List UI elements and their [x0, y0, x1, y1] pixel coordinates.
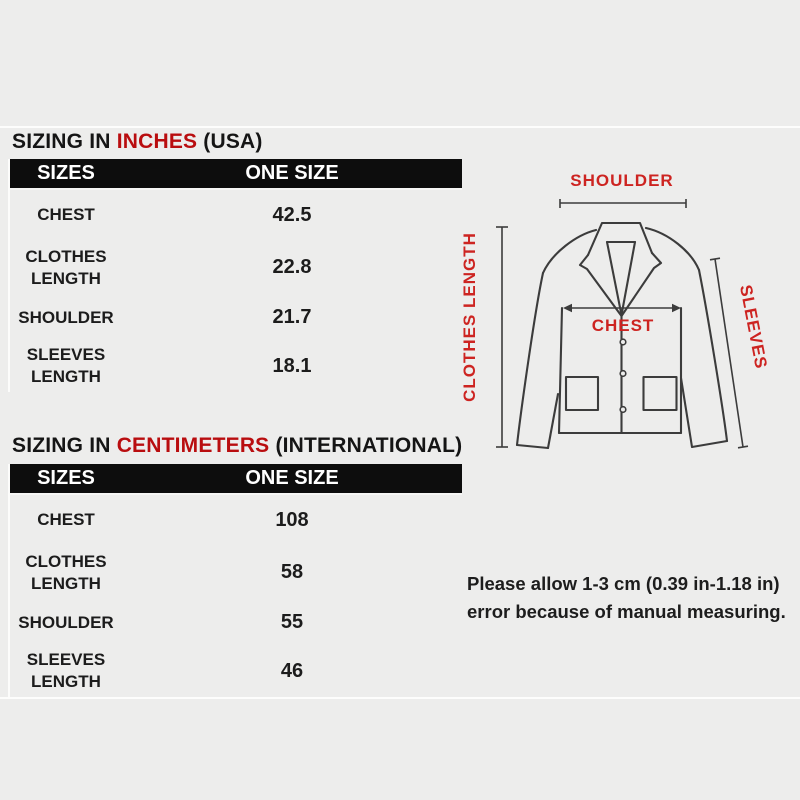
title-prefix: SIZING IN	[12, 434, 117, 457]
note-line-1: Please allow 1-3 cm (0.39 in-1.18 in)	[467, 573, 780, 594]
column-header-sizes: SIZES	[37, 162, 95, 184]
row-label: SLEEVES LENGTH	[26, 650, 106, 691]
bottom-divider-line	[0, 697, 800, 699]
row-label: SHOULDER	[18, 612, 114, 632]
shoulder-measure-label: SHOULDER	[570, 171, 674, 190]
row-value: 21.7	[272, 306, 312, 328]
centimeters-section-title	[12, 434, 462, 458]
top-divider-line	[0, 126, 800, 128]
title-unit: CENTIMETERS	[116, 434, 270, 457]
jacket-measurement-diagram	[450, 158, 800, 468]
column-header-sizes: SIZES	[37, 467, 95, 489]
title-prefix: SIZING IN	[12, 130, 117, 153]
table-row	[10, 495, 462, 545]
table-row	[10, 645, 462, 697]
table-row	[10, 190, 462, 240]
row-label: CLOTHES LENGTH	[25, 246, 107, 288]
row-label: SHOULDER	[18, 307, 114, 327]
row-value: 18.1	[272, 354, 312, 377]
row-value: 22.8	[272, 256, 312, 278]
row-value: 46	[280, 659, 304, 682]
row-value: 55	[280, 611, 304, 633]
table-header-row	[10, 464, 462, 495]
table-row	[10, 545, 462, 600]
jacket-outline	[517, 223, 727, 448]
table-row	[10, 240, 462, 295]
jacket-diagram-svg	[450, 158, 800, 468]
sleeves-measure-label: SLEEVES	[735, 283, 771, 371]
row-value: 42.5	[272, 203, 312, 226]
measuring-tolerance-note	[467, 570, 800, 625]
table-row	[10, 340, 462, 392]
title-suffix: (USA)	[197, 130, 263, 153]
inches-size-table	[8, 159, 462, 392]
row-value: 58	[280, 561, 304, 583]
clothes-length-measure-label: CLOTHES LENGTH	[460, 232, 479, 402]
column-header-one-size: ONE SIZE	[245, 162, 339, 184]
note-line-2: error because of manual measuring.	[467, 600, 786, 622]
title-suffix: (INTERNATIONAL)	[269, 434, 463, 457]
row-label: CHEST	[37, 510, 95, 529]
title-unit: INCHES	[116, 130, 198, 153]
table-row	[10, 600, 462, 645]
inches-section-title	[12, 130, 263, 154]
table-row	[10, 295, 462, 340]
table-header-row	[10, 159, 462, 190]
column-header-one-size: ONE SIZE	[245, 467, 339, 489]
row-value: 108	[275, 508, 309, 531]
centimeters-size-table	[8, 464, 462, 697]
chest-measure-label: CHEST	[591, 316, 655, 335]
row-label: CHEST	[37, 205, 95, 224]
row-label: SLEEVES LENGTH	[26, 345, 106, 386]
row-label: CLOTHES LENGTH	[25, 551, 107, 593]
